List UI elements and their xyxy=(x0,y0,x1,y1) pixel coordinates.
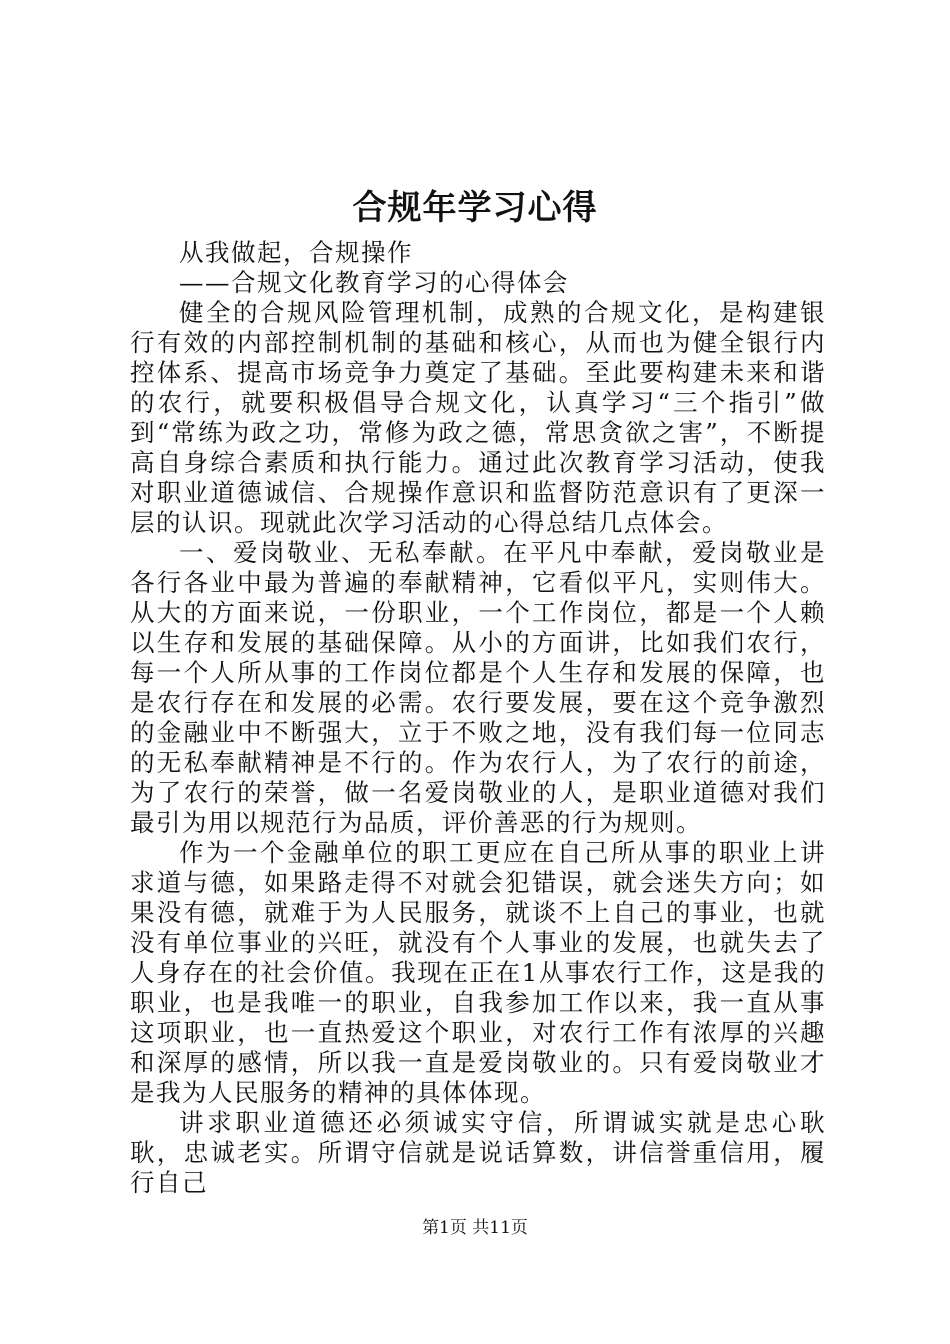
page-number-footer: 第1页 共11页 xyxy=(422,1218,528,1238)
document-body xyxy=(130,238,826,1198)
document-title: 合规年学习心得 xyxy=(352,188,598,228)
paragraph-intro: 健全的合规风险管理机制，成熟的合规文化，是构建银行有效的内部控制机制的基础和核心，从而也为健全银行内控体系、提高市场竞争力奠定了基础。至此要构建未来和谐的农行，就要积极倡导合规文化，认真学习“三个指引”做到“常练为政之功，常修为政之德，常思贪欲之害”，不断提高自身综合素质和执行能力。通过此次教育学习活动，使我对职业道德诚信、合规操作意识和监督防范意识有了更深一层的认识。现就此次学习活动的心得总结几点体会。 xyxy=(130,298,826,537)
paragraph-ethics: 作为一个金融单位的职工更应在自己所从事的职业上讲求道与德，如果路走得不对就会犯错误，就会迷失方向；如果没有德，就难于为人民服务，就谈不上自己的事业，也就没有单位事业的兴旺，就没有个人事业的发展，也就失去了人身存在的社会价值。我现在正在1从事农行工作，这是我的职业，也是我唯一的职业，自我参加工作以来，我一直从事这项职业，也一直热爱这个职业，对农行工作有浓厚的兴趣和深厚的感情，所以我一直是爱岗敬业的。只有爱岗敬业才是我为人民服务的精神的具体体现。 xyxy=(130,838,826,1107)
paragraph-honesty: 讲求职业道德还必须诚实守信，所谓诚实就是忠心耿耿，忠诚老实。所谓守信就是说话算数，讲信誉重信用，履行自己 xyxy=(130,1108,826,1197)
subtitle-line: 从我做起，合规操作 xyxy=(179,238,413,267)
subtitle-line-2: ——合规文化教育学习的心得体会 xyxy=(179,268,569,297)
paragraph-dedication: 一、爱岗敬业、无私奉献。在平凡中奉献，爱岗敬业是各行各业中最为普遍的奉献精神，它看似平凡，实则伟大。从大的方面来说，一份职业，一个工作岗位，都是一个人赖以生存和发展的基础保障。从小的方面讲，比如我们农行，每一个人所从事的工作岗位都是个人生存和发展的保障，也是农行存在和发展的必需。农行要发展，要在这个竞争激烈的金融业中不断强大，立于不败之地，没有我们每一位同志的无私奉献精神是不行的。作为农行人，为了农行的前途，为了农行的荣誉，做一名爱岗敬业的人，是职业道德对我们最引为用以规范行为品质，评价善恶的行为规则。 xyxy=(130,538,826,837)
